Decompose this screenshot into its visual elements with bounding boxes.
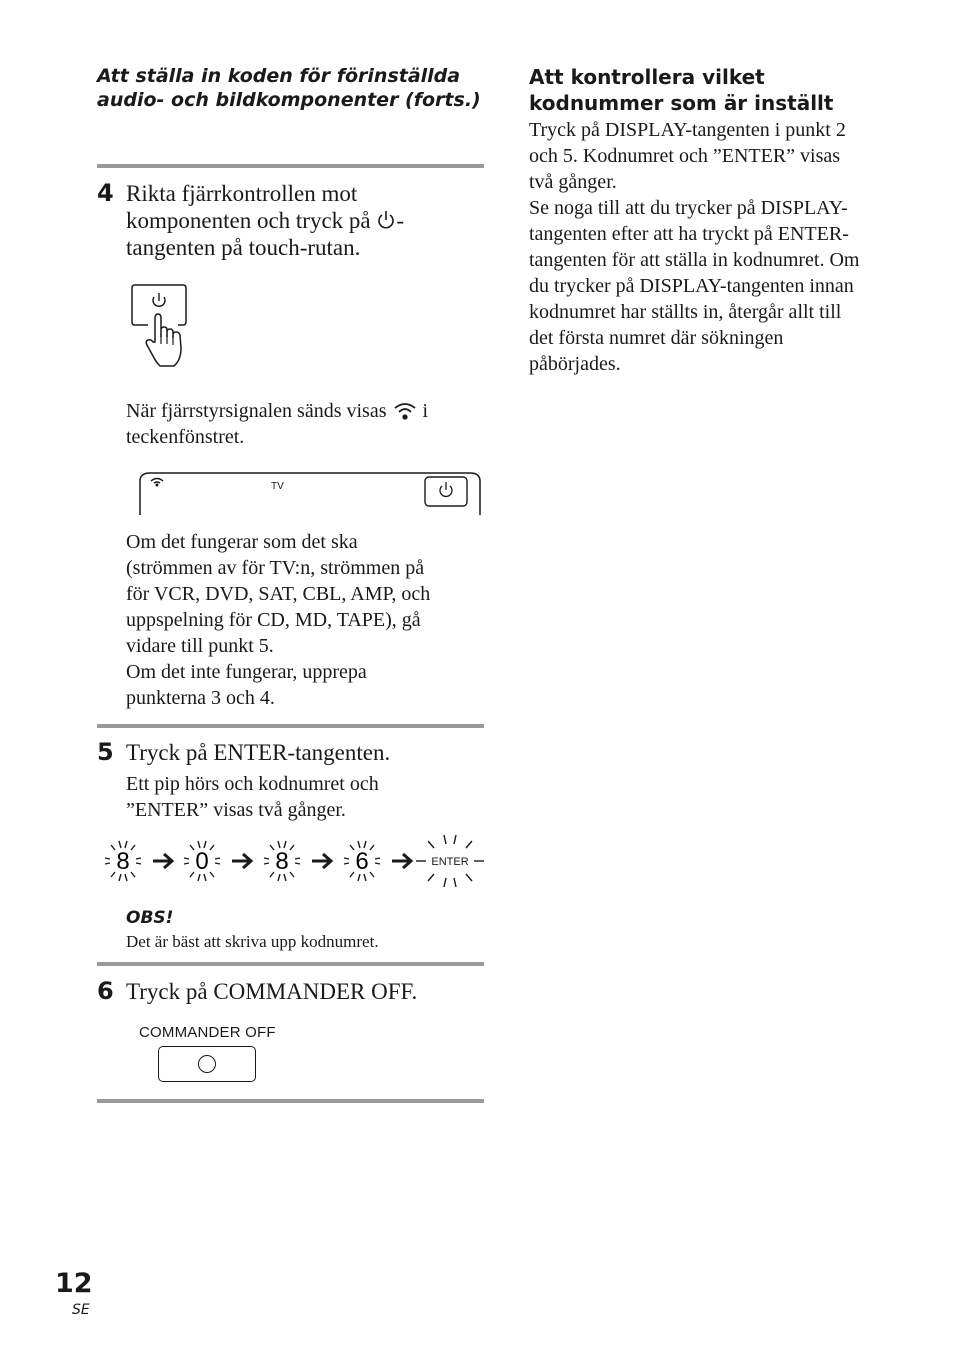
- paragraph-line: Tryck på DISPLAY-tangenten i punkt 2: [529, 119, 846, 141]
- signal-text-before: När fjärrstyrsignalen sänds visas: [126, 400, 392, 422]
- sequence-digit: 6: [355, 848, 369, 875]
- code-sequence-illustration: [96, 826, 488, 894]
- paragraph-line: Se noga till att du trycker på DISPLAY-: [529, 197, 848, 219]
- detail-line: ”ENTER” visas två gånger.: [126, 799, 346, 821]
- step-5-detail: [126, 771, 476, 823]
- page-language: SE: [72, 1302, 90, 1318]
- step-4-text-before: Rikta fjärrkontrollen mot komponenten och tryck på: [126, 181, 377, 233]
- paragraph-line: och 5. Kodnumret och ”ENTER” visas: [529, 145, 841, 167]
- section-end-divider: [97, 1099, 484, 1103]
- touch-panel-illustration: [126, 282, 196, 372]
- step-4-result: [126, 529, 486, 711]
- right-heading-line: Att kontrollera vilket: [529, 65, 765, 89]
- paragraph-line: tangenten efter att ha tryckt på ENTER-: [529, 223, 849, 245]
- result-line: Om det inte fungerar, upprepa: [126, 661, 367, 683]
- result-line: punkterna 3 och 4.: [126, 687, 275, 709]
- step-6-instruction: Tryck på COMMANDER OFF.: [126, 979, 418, 1004]
- sequence-digit: 0: [195, 848, 209, 875]
- note-text: Det är bäst att skriva upp kodnumret.: [126, 932, 379, 951]
- paragraph-line: påbörjades.: [529, 353, 621, 375]
- step-4-text-after: -tangenten på touch-rutan.: [126, 208, 405, 260]
- pointing-hand-icon: [146, 314, 181, 366]
- arrow-right-icon: [392, 854, 411, 868]
- step-6-number: 6: [97, 977, 114, 1005]
- detail-line: Ett pip hörs och kodnumret och: [126, 773, 379, 795]
- arrow-right-icon: [232, 854, 251, 868]
- sequence-enter-label: ENTER: [431, 856, 469, 868]
- paragraph-line: det första numret där sökningen: [529, 327, 784, 349]
- result-line: för VCR, DVD, SAT, CBL, AMP, och: [126, 583, 431, 605]
- commander-off-label: COMMANDER OFF: [139, 1024, 276, 1041]
- paragraph-line: tangenten för att ställa in kodnumret. Om: [529, 249, 860, 271]
- circle-icon: [198, 1055, 216, 1073]
- result-line: (strömmen av för TV:n, strömmen på: [126, 557, 425, 579]
- step-divider: [97, 724, 484, 728]
- step-5-number: 5: [97, 738, 114, 766]
- power-icon: [153, 293, 165, 306]
- result-line: Om det fungerar som det ska: [126, 531, 358, 553]
- paragraph-line: du trycker på DISPLAY-tangenten innan: [529, 275, 854, 297]
- sequence-digit: 8: [116, 848, 130, 875]
- display-window-illustration: [138, 471, 482, 517]
- right-heading: [529, 64, 919, 116]
- power-icon: [440, 482, 452, 496]
- display-label: TV: [271, 481, 284, 492]
- right-body: [529, 117, 924, 377]
- section-heading: Att ställa in koden för förinställda audio- och bildkomponenter (forts.): [97, 65, 481, 111]
- sequence-digit: 8: [275, 848, 289, 875]
- signal-icon: [392, 401, 418, 421]
- result-line: uppspelning för CD, MD, TAPE), gå: [126, 609, 421, 631]
- power-icon: [376, 209, 396, 231]
- right-heading-line: kodnummer som är inställt: [529, 91, 834, 115]
- paragraph-line: två gånger.: [529, 171, 617, 193]
- step-5-instruction: Tryck på ENTER-tangenten.: [126, 740, 391, 765]
- paragraph-line: kodnumret har ställts in, återgår allt till: [529, 301, 842, 323]
- note-title: OBS!: [126, 908, 174, 928]
- signal-text: [126, 398, 486, 450]
- arrow-right-icon: [153, 854, 172, 868]
- section-divider: [97, 164, 484, 168]
- signal-icon: [151, 479, 163, 487]
- commander-off-button: [158, 1046, 256, 1082]
- arrow-right-icon: [312, 854, 331, 868]
- signal-text-after: i teckenfönstret.: [126, 400, 429, 448]
- step-4-instruction: [126, 180, 466, 261]
- step-divider: [97, 962, 484, 966]
- result-line: vidare till punkt 5.: [126, 635, 274, 657]
- step-4-number: 4: [97, 179, 114, 207]
- page-number: 12: [55, 1268, 93, 1299]
